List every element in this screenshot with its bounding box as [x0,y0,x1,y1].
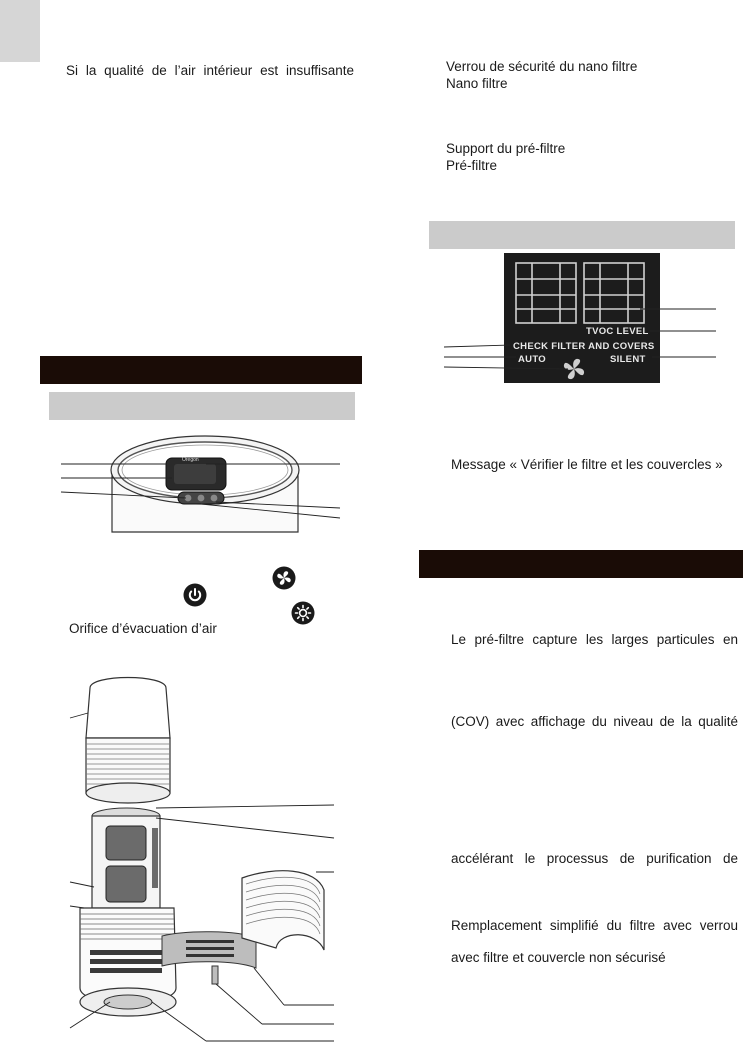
nano-filter-label: Nano filtre [446,76,508,91]
power-icon [183,583,207,607]
left-paragraph-air-quality: Si la qualité de l’air intérieur est insuffisante [66,63,354,78]
section-header-bar-right [419,550,743,578]
lcd-silent-text: SILENT [610,354,646,365]
subsection-header-bar-left [49,392,355,420]
accelerate-paragraph: accélérant le processus de purification de [451,851,738,866]
button-icon-middle [198,495,205,502]
button-icon-right [211,495,218,502]
prefilter-label: Pré-filtre [446,158,498,173]
prefilter-support-label: Support du pré-filtre [446,141,566,156]
section-header-bar-left [40,356,362,384]
prefilter-paragraph: Le pré-filtre capture les larges particules en [451,632,738,647]
lcd-display [440,251,720,385]
replace-filter-paragraph: Remplacement simplifié du filtre avec verrou [451,918,738,933]
cov-paragraph: (COV) avec affichage du niveau de la qualité [451,714,738,729]
lcd-check-filter-text: CHECK FILTER AND COVERS [513,341,655,352]
page-side-tab [0,0,40,62]
exhaust-label: Orifice d’évacuation d’air [69,621,217,636]
brightness-icon [291,601,315,625]
device-logo-text: Oregon [182,457,199,463]
fan-speed-icon [272,566,296,590]
unsecured-filter-paragraph: avec filtre et couvercle non sécurisé [451,950,666,965]
lcd-auto-text: AUTO [518,354,546,365]
exploded-filter-illustration [66,668,336,1043]
nano-filter-lock-label: Verrou de sécurité du nano filtre [446,59,638,74]
subsection-header-bar-right [429,221,735,249]
device-top-view-illustration [56,430,346,534]
lcd-tvoc-level-text: TVOC LEVEL [586,326,649,337]
check-filter-message-label: Message « Vérifier le filtre et les couvercles » [451,457,723,472]
